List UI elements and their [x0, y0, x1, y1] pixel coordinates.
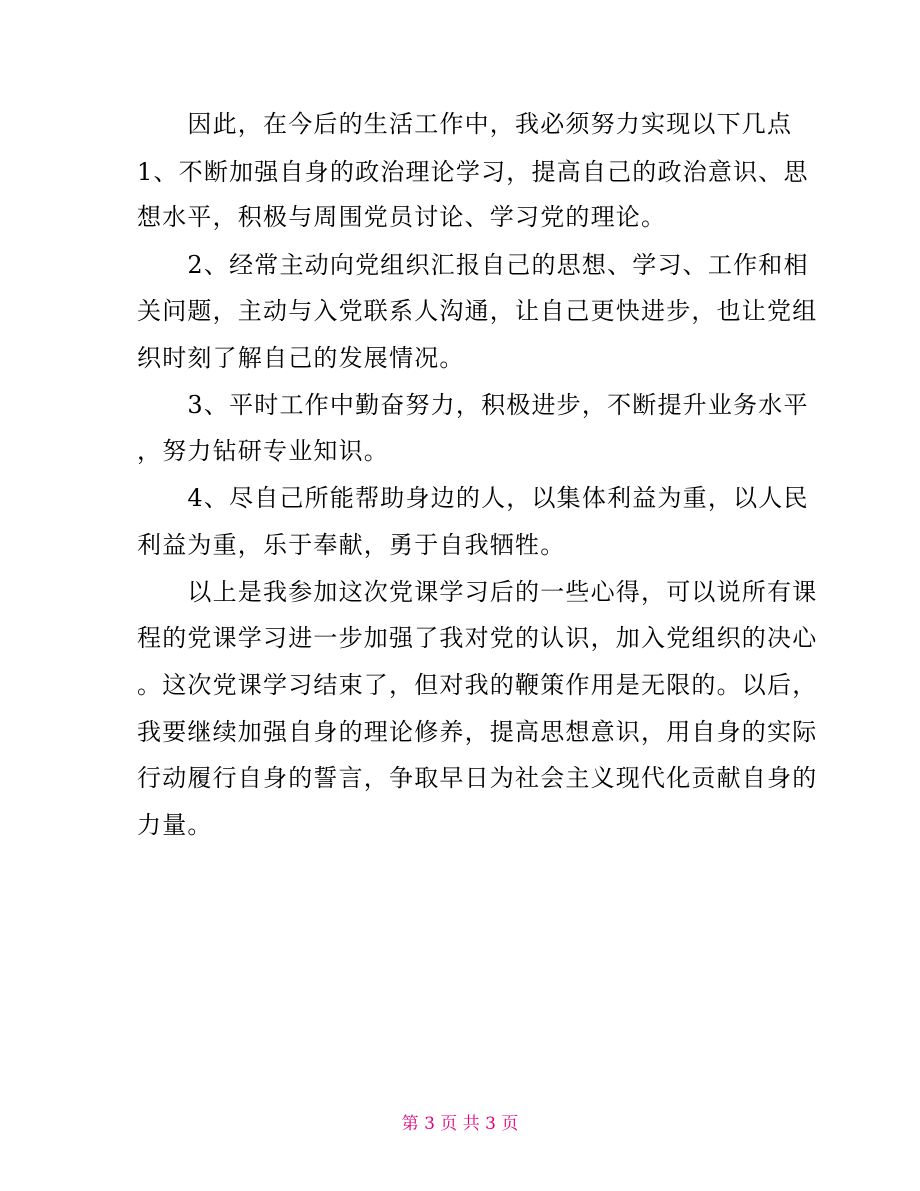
text-line: 2、经常主动向党组织汇报自己的思想、学习、工作和相 [137, 251, 809, 279]
text-line: ，努力钻研专业知识。 [137, 437, 389, 465]
text-line: 我要继续加强自身的理论修养，提高思想意识，用自身的实际 [137, 718, 818, 746]
text-line: 行动履行自身的誓言，争取早日为社会主义现代化贡献自身的 [137, 764, 818, 792]
text-line: 程的党课学习进一步加强了我对党的认识，加入党组织的决心 [137, 624, 818, 652]
text-line: 关问题，主动与入党联系人沟通，让自己更快进步，也让党组 [137, 297, 818, 325]
text-line: 1、不断加强自身的政治理论学习，提高自己的政治意识、思 [137, 158, 809, 186]
text-line: 3、平时工作中勤奋努力，积极进步，不断提升业务水平 [137, 391, 809, 419]
text-line: 织时刻了解自己的发展情况。 [137, 344, 465, 372]
text-line: 。这次党课学习结束了，但对我的鞭策作用是无限的。以后， [137, 671, 818, 699]
text-line: 力量。 [137, 811, 213, 839]
text-line: 因此，在今后的生活工作中，我必须努力实现以下几点 [137, 110, 793, 138]
text-line: 利益为重，乐于奉献，勇于自我牺牲。 [137, 531, 566, 559]
text-line: 以上是我参加这次党课学习后的一些心得，可以说所有课 [137, 578, 818, 606]
text-line: 想水平，积极与周围党员讨论、学习党的理论。 [137, 203, 667, 231]
page-number-footer: 第 3 页 共 3 页 [401, 1114, 519, 1134]
text-line: 4、尽自己所能帮助身边的人，以集体利益为重，以人民 [137, 484, 809, 512]
